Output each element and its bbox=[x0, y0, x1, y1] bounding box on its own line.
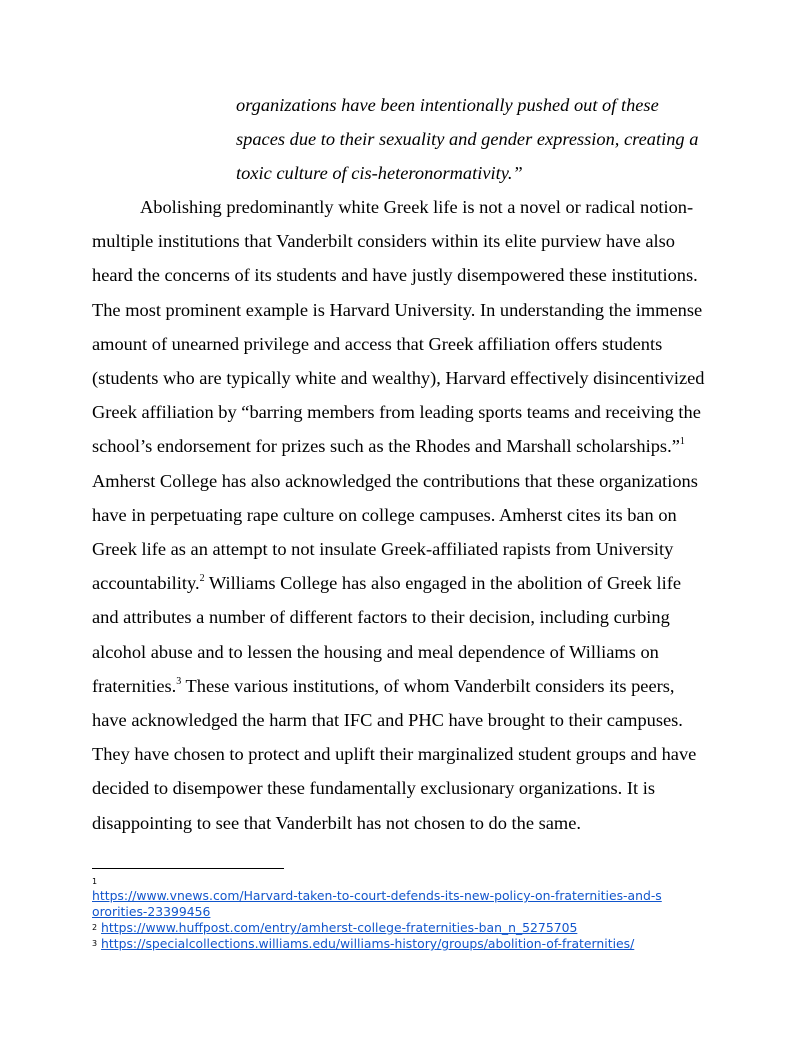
footnotes bbox=[92, 876, 752, 952]
paragraph-line-with-footnote bbox=[92, 566, 732, 600]
paragraph-line: Amherst College has also acknowledged the contributions that these organizations bbox=[92, 470, 698, 491]
footnote-link-1-continued[interactable]: ororities-23399456 bbox=[92, 904, 211, 919]
paragraph-line-text: These various institutions, of whom Vanderbilt considers its peers, bbox=[181, 675, 675, 696]
footnote-ref-2[interactable]: 2 bbox=[199, 573, 205, 585]
block-quote bbox=[236, 88, 746, 191]
footnote-number-1: 1 bbox=[92, 877, 98, 886]
paragraph-line: decided to disempower these fundamentally exclusionary organizations. It is bbox=[92, 778, 655, 799]
paragraph-line-text: fraternities. bbox=[92, 675, 177, 696]
footnote-2 bbox=[92, 920, 752, 936]
footnote-ref-1[interactable]: 1 bbox=[679, 436, 685, 448]
paragraph-line-text: accountability. bbox=[92, 573, 200, 594]
footnote-1-continued bbox=[92, 904, 752, 920]
footnote-number-3: 3 bbox=[92, 939, 98, 948]
footnote-link-3[interactable]: https://specialcollections.williams.edu/williams-history/groups/abolition-of-fraternities/ bbox=[101, 936, 635, 951]
paragraph-line: disappointing to see that Vanderbilt has not chosen to do the same. bbox=[92, 812, 581, 833]
paragraph-line: heard the concerns of its students and have justly disempowered these institutions. bbox=[92, 265, 698, 286]
footnote-link-1[interactable]: https://www.vnews.com/Harvard-taken-to-court-defends-its-new-policy-on-fraternities-and-s bbox=[92, 888, 662, 903]
paragraph-line: (students who are typically white and wealthy), Harvard effectively disincentivized bbox=[92, 368, 705, 389]
paragraph-line-text: school’s endorsement for prizes such as the Rhodes and Marshall scholarships.” bbox=[92, 436, 680, 457]
paragraph-line: Abolishing predominantly white Greek life is not a novel or radical notion- bbox=[140, 197, 694, 217]
paragraph-line: and attributes a number of different factors to their decision, including curbing bbox=[92, 607, 670, 628]
paragraph-line: The most prominent example is Harvard University. In understanding the immense bbox=[92, 299, 703, 320]
paragraph-line-with-footnote bbox=[92, 669, 732, 703]
paragraph-line: multiple institutions that Vanderbilt considers within its elite purview have also bbox=[92, 231, 675, 252]
paragraph-line: Greek affiliation by “barring members from leading sports teams and receiving the bbox=[92, 402, 701, 423]
footnote-separator bbox=[92, 868, 284, 869]
body-paragraph bbox=[92, 190, 732, 840]
paragraph-line: amount of unearned privilege and access that Greek affiliation offers students bbox=[92, 333, 663, 354]
paragraph-line: have in perpetuating rape culture on college campuses. Amherst cites its ban on bbox=[92, 504, 677, 525]
block-quote-line: organizations have been intentionally pushed out of these bbox=[236, 95, 659, 115]
footnote-1 bbox=[92, 888, 752, 904]
block-quote-line: spaces due to their sexuality and gender expression, creating a bbox=[236, 129, 699, 150]
block-quote-line: toxic culture of cis-heteronormativity.” bbox=[236, 163, 523, 184]
paragraph-line: have acknowledged the harm that IFC and PHC have brought to their campuses. bbox=[92, 710, 683, 731]
footnote-link-2[interactable]: https://www.huffpost.com/entry/amherst-college-fraternities-ban_n_5275705 bbox=[101, 920, 578, 935]
paragraph-line: They have chosen to protect and uplift their marginalized student groups and have bbox=[92, 744, 697, 765]
paragraph-line: Greek life as an attempt to not insulate Greek-affiliated rapists from University bbox=[92, 539, 674, 560]
paragraph-line: alcohol abuse and to lessen the housing and meal dependence of Williams on bbox=[92, 641, 659, 662]
paragraph-line-text: Williams College has also engaged in the abolition of Greek life bbox=[204, 573, 682, 594]
footnote-ref-3[interactable]: 3 bbox=[176, 675, 182, 687]
footnote-number-2: 2 bbox=[92, 923, 98, 932]
paragraph-line-with-footnote bbox=[92, 429, 732, 463]
footnote-3 bbox=[92, 936, 752, 952]
